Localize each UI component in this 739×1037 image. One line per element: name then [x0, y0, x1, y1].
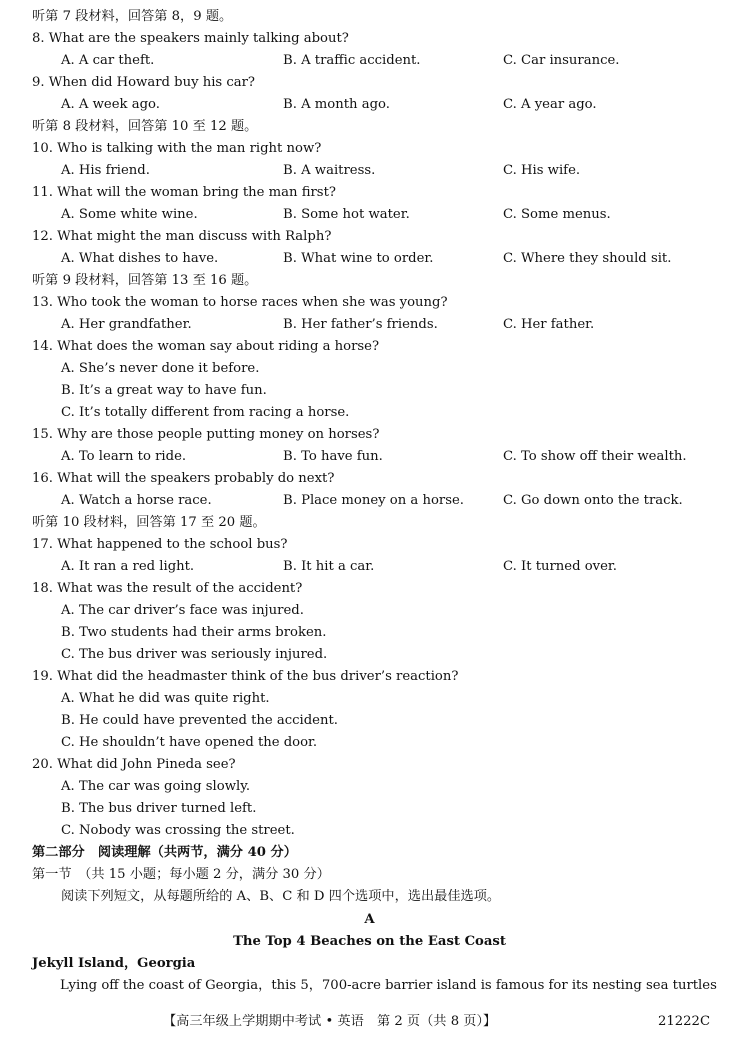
answer-option: B. He could have prevented the accident. — [61, 713, 338, 728]
page-footer-code: 21222C — [658, 1014, 711, 1029]
passage-paragraph: Lying off the coast of Georgia，this 5，700-acre barrier island is famous for its nesting sea turtles — [60, 978, 717, 993]
answer-option: A. To learn to ride. — [61, 449, 187, 464]
answer-option: B. It hit a car. — [283, 559, 375, 574]
passage-subheading: Jekyll Island，Georgia — [32, 956, 196, 971]
question-stem: 9. When did Howard buy his car? — [32, 75, 256, 90]
answer-option: C. Car insurance. — [503, 53, 620, 68]
section-heading: 听第 9 段材料，回答第 13 至 16 题。 — [32, 273, 258, 288]
answer-option: A. The car was going slowly. — [61, 779, 251, 794]
question-stem: 12. What might the man discuss with Ralph? — [32, 229, 332, 244]
question-stem: 15. Why are those people putting money on horses? — [32, 427, 380, 442]
answer-option: C. Go down onto the track. — [503, 493, 683, 508]
answer-option: C. It’s totally different from racing a horse. — [61, 405, 350, 420]
answer-option: B. A month ago. — [283, 97, 390, 112]
answer-option: B. A waitress. — [283, 163, 376, 178]
section-heading: 听第 8 段材料，回答第 10 至 12 题。 — [32, 119, 258, 134]
question-stem: 10. Who is talking with the man right now? — [32, 141, 322, 156]
answer-option: C. The bus driver was seriously injured. — [61, 647, 328, 662]
answer-option: A. His friend. — [61, 163, 150, 178]
answer-option: C. His wife. — [503, 163, 581, 178]
answer-option: C. He shouldn’t have opened the door. — [61, 735, 318, 750]
question-stem: 14. What does the woman say about riding a horse? — [32, 339, 380, 354]
answer-option: A. She’s never done it before. — [61, 361, 260, 376]
answer-option: A. A car theft. — [61, 53, 155, 68]
answer-option: B. What wine to order. — [283, 251, 434, 266]
question-stem: 19. What did the headmaster think of the bus driver’s reaction? — [32, 669, 459, 684]
section-heading: 听第 10 段材料，回答第 17 至 20 题。 — [32, 515, 266, 530]
answer-option: B. The bus driver turned left. — [61, 801, 257, 816]
answer-option: B. It’s a great way to have fun. — [61, 383, 267, 398]
section-heading: 听第 7 段材料，回答第 8，9 题。 — [32, 9, 233, 24]
page-footer-title: 【高三年级上学期期中考试 • 英语 第 2 页（共 8 页）】 — [163, 1014, 497, 1029]
answer-option: B. Two students had their arms broken. — [61, 625, 327, 640]
answer-option: A. Her grandfather. — [61, 317, 192, 332]
answer-option: A. What dishes to have. — [61, 251, 219, 266]
answer-option: C. It turned over. — [503, 559, 617, 574]
answer-option: A. It ran a red light. — [61, 559, 195, 574]
question-stem: 16. What will the speakers probably do next? — [32, 471, 335, 486]
answer-option: C. Some menus. — [503, 207, 611, 222]
answer-option: C. To show off their wealth. — [503, 449, 687, 464]
answer-option: B. Her father’s friends. — [283, 317, 438, 332]
part-heading: 第二部分 阅读理解（共两节，满分 40 分） — [32, 845, 297, 860]
passage-letter: A — [364, 912, 375, 927]
answer-option: A. Watch a horse race. — [61, 493, 212, 508]
question-stem: 20. What did John Pineda see? — [32, 757, 236, 772]
question-stem: 13. Who took the woman to horse races when she was young? — [32, 295, 448, 310]
answer-option: B. Some hot water. — [283, 207, 410, 222]
question-stem: 8. What are the speakers mainly talking about? — [32, 31, 349, 46]
instructions: 阅读下列短文，从每题所给的 A、B、C 和 D 四个选项中，选出最佳选项。 — [61, 889, 501, 904]
question-stem: 17. What happened to the school bus? — [32, 537, 288, 552]
question-stem: 18. What was the result of the accident? — [32, 581, 303, 596]
answer-option: C. Where they should sit. — [503, 251, 672, 266]
answer-option: C. Her father. — [503, 317, 595, 332]
answer-option: C. Nobody was crossing the street. — [61, 823, 295, 838]
answer-option: C. A year ago. — [503, 97, 597, 112]
answer-option: B. Place money on a horse. — [283, 493, 464, 508]
answer-option: B. To have fun. — [283, 449, 383, 464]
answer-option: A. What he did was quite right. — [61, 691, 270, 706]
answer-option: B. A traffic accident. — [283, 53, 421, 68]
answer-option: A. A week ago. — [61, 97, 160, 112]
answer-option: A. The car driver’s face was injured. — [61, 603, 304, 618]
section-heading: 第一节 （共 15 小题；每小题 2 分，满分 30 分） — [32, 867, 330, 882]
question-stem: 11. What will the woman bring the man first? — [32, 185, 336, 200]
passage-title: The Top 4 Beaches on the East Coast — [233, 934, 506, 949]
answer-option: A. Some white wine. — [61, 207, 198, 222]
